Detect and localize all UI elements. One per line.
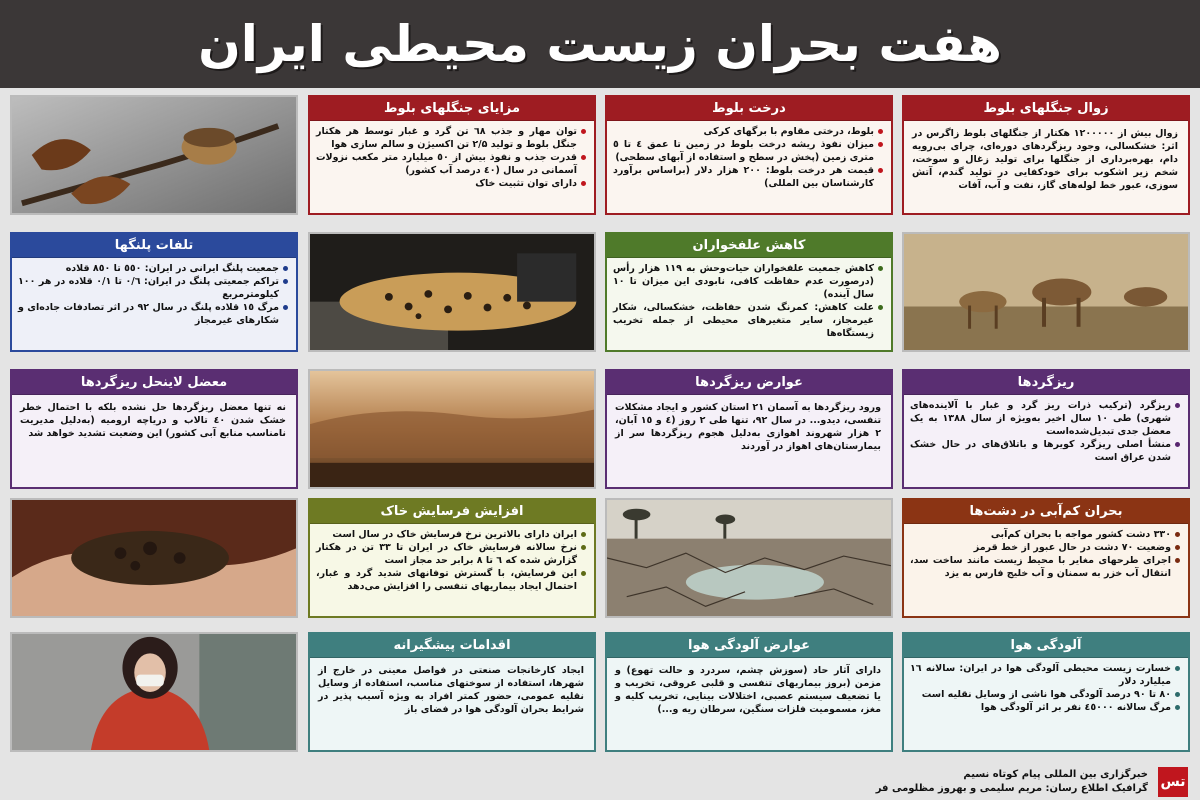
list-item: قدرت جذب و نفوذ بیش از ٥۰ میلیارد متر مکعب نزولات آسمانی در سال (٤۰ درصد آب کشور) (316, 151, 586, 177)
list-item: جمعیت پلنگ ایرانی در ایران: ٥٥۰ تا ۸٥۰ قلاده (18, 262, 288, 275)
herbivores-card (605, 232, 893, 352)
dust-problem-card (10, 369, 298, 489)
list-item: دارای توان تثبیت خاک (316, 177, 586, 190)
list-item: منشأ اصلی ریزگرد کویرها و باتلاق‌های در حال خشک شدن عراق است (910, 438, 1180, 464)
card-title: تلفات پلنگها (12, 234, 296, 258)
soil-in-hands-photo (10, 498, 298, 618)
card-body: ورود ریزگردها به آسمان ۲۱ استان کشور و ایجاد مشکلات تنفسی، دیدو... در سال ۹۲، تنها طی ۲ روز (٤ و ۱٥ آبان، ۲ هزار شهروند اهوازی به‌دلیل هجوم ریزگردها سر از بیمارستان‌های اهواز در آوردند (615, 402, 882, 452)
list-item: این فرسایش، با گسترش توفانهای شدید گرد و غبار، احتمال ایجاد بیماریهای تنفسی را افزایش می‌دهد (316, 567, 586, 593)
air-pollution-card (902, 632, 1190, 752)
card-body: نه تنها معضل ریزگردها حل نشده بلکه با احتمال خطر خشک شدن ٤۰ تالاب و دریاچه ارومیه (به‌دلیل مدیریت نامناسب منابع آبی کشور) این وضعیت تشدید خواهد شد (20, 402, 287, 439)
page-title: هفت بحران زیست محیطی ایران (198, 15, 1002, 73)
card-title: زوال جنگلهای بلوط (904, 97, 1188, 121)
agency-logo: تس (1158, 767, 1188, 797)
oak-benefits-card (308, 95, 596, 215)
card-title: عوارض آلودگی هوا (607, 634, 891, 658)
dust-effects-card (605, 369, 893, 489)
card-title: معضل لاینحل ریزگردها (12, 371, 296, 395)
card-body: زوال بیش از ۱۲۰۰۰۰۰ هکتار از جنگلهای بلوط زاگرس در اثر: خشکسالی، وجود ریزگردهای دوره‌ای، چرای بی‌رویه دام، بهره‌برداری از جنگلها برای تولید زغال و سوخت، شخم زیر اشکوب برای خودکفایی در تولید گندم، آتش سوزی، عبور خط لوله‌های گاز، نفت و آب، آفات (912, 128, 1178, 191)
dead-leopard-photo (308, 232, 596, 352)
cracked-dry-land-photo (605, 498, 893, 618)
card-title: کاهش علفخواران (607, 234, 891, 258)
card-title: اقدامات پیشگیرانه (310, 634, 594, 658)
sandstorm-photo (308, 369, 596, 489)
list-item: کاهش جمعیت علفخواران حیات‌وحش به ۱۱۹ هزار رأس (درصورت عدم حفاظت کافی، نابودی این میزان تا ۱۰ سال آینده) (613, 262, 883, 301)
list-item: خسارت زیست محیطی آلودگی هوا در ایران: سالانه ۱٦ میلیارد دلار (910, 662, 1180, 688)
agency-name: خبرگزاری بین المللی پیام کوتاه نسیم (963, 769, 1148, 780)
list-item: توان مهار و جذب ٦٨ تن گرد و غبار توسط هر هکتار جنگل بلوط و تولید ۲/۵ تن اکسیژن و سالم سازی هوا (316, 125, 586, 151)
card-title: بحران کم‌آبی در دشت‌ها (904, 500, 1188, 524)
card-title: درخت بلوط (607, 97, 891, 121)
prevention-card (308, 632, 596, 752)
card-title: مزایای جنگلهای بلوط (310, 97, 594, 121)
dust-card (902, 369, 1190, 489)
list-item: میزان نفوذ ریشه درخت بلوط در زمین تا عمق ٤ تا ٥ متری زمین (پخش در سطح و استفاده از آبهای سطحی) (613, 138, 883, 164)
air-effects-card (605, 632, 893, 752)
erosion-card (308, 498, 596, 618)
card-body: دارای آثار حاد (سوزش چشم، سردرد و حالت تهوع) و مزمن (بروز بیماریهای تنفسی و قلبی عروقی، تخریب و یا تضعیف سیستم عصبی، اختلالات بینایی، تخریب کلیه و مغز، مسمومیت فلزات سنگین، سرطان ریه و...) (615, 665, 881, 715)
footer (0, 764, 1200, 800)
oak-decline-card (902, 95, 1190, 215)
woman-with-mask-photo (10, 632, 298, 752)
wild-goats-photo (902, 232, 1190, 352)
list-item: قیمت هر درخت بلوط: ۲۰۰ هزار دلار (براساس برآورد کارشناسان بین المللی) (613, 164, 883, 190)
list-item: تراکم جمعیتی پلنگ در ایران: ۰/٦ تا ۰/۱ قلاده در هر ۱۰۰ کیلومترمربع (18, 275, 288, 301)
card-title: آلودگی هوا (904, 634, 1188, 658)
leopard-card (10, 232, 298, 352)
list-item: نرخ سالانه فرسایش خاک در ایران تا ۳۳ تن در هکتار گزارش شده که ٦ تا ۸ برابر حد مجاز است (316, 541, 586, 567)
water-crisis-card (902, 498, 1190, 618)
card-title: عوارض ریزگردها (607, 371, 891, 395)
list-item: ایران دارای بالاترین نرخ فرسایش خاک در سال است (316, 528, 586, 541)
card-body: ایجاد کارخانجات صنعتی در فواصل معینی در خارج از شهرها، استفاده از سوختهای مناسب، استفاده از وسایل نقلیه عمومی، حضور کمتر افراد به ویژه آسیب پذیر در شرایط بحران آلودگی هوا در فضای باز (318, 665, 584, 715)
card-title: افزایش فرسایش خاک (310, 500, 594, 524)
list-item: مرگ سالانه ٤٥۰۰۰ نفر بر اثر آلودگی هوا (910, 701, 1180, 714)
list-item: مرگ ۱٥ قلاده پلنگ در سال ۹۲ در اثر تصادفات جاده‌ای و شکارهای غیرمجاز (18, 301, 288, 327)
list-item: بلوط، درختی مقاوم با برگهای کرکی (613, 125, 883, 138)
graphic-credit: گرافیک اطلاع رسان: مریم سلیمی و بهروز مظلومی فر (875, 783, 1148, 794)
header-bar (0, 0, 1200, 88)
list-item: ۳۳۰ دشت کشور مواجه با بحران کم‌آبی (910, 528, 1180, 541)
oak-acorn-photo (10, 95, 298, 215)
oak-tree-card (605, 95, 893, 215)
list-item: وضعیت ۷۰ دشت در حال عبور از خط قرمز (910, 541, 1180, 554)
card-title: ریزگردها (904, 371, 1188, 395)
list-item: ریزگرد (ترکیب ذرات ریز گرد و غبار با آلاینده‌های شهری) طی ۱۰ سال اخیر به‌ویژه از سال ۱۳۸۸ به یک معضل جدی تبدیل‌شده‌است (910, 399, 1180, 438)
list-item: ۸۰ تا ۹۰ درصد آلودگی هوا ناشی از وسایل نقلیه است (910, 688, 1180, 701)
list-item: اجرای طرحهای مغایر با محیط زیست مانند ساخت سد، انتقال آب خزر به سمنان و آب خلیج فارس به یزد (910, 554, 1180, 580)
list-item: علت کاهش: کمرنگ شدن حفاظت، خشکسالی، شکار غیرمجاز، سایر متغیرهای محیطی از جمله تخریب زیستگاه‌ها (613, 301, 883, 340)
